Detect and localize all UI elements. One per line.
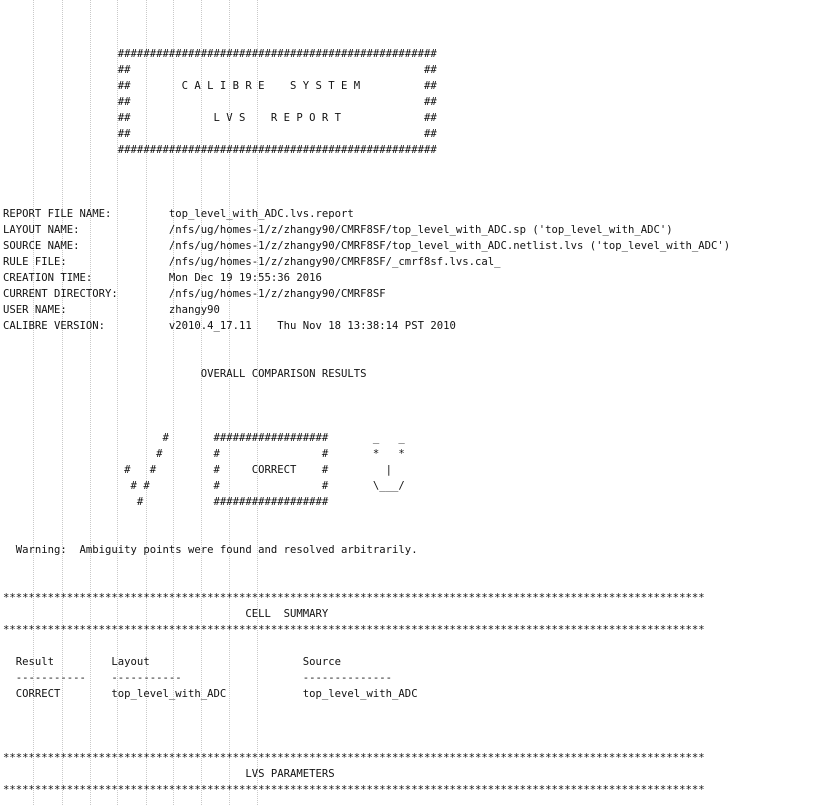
correct-box-art: # ################## _ _ [3,432,405,444]
layout-name-row: LAYOUT NAME: /nfs/ug/homes-1/z/zhangy90/CMRF8SF/top_level_with_ADC.sp ('top_level_with_ADC') [3,224,673,236]
banner-line: ## ## [3,128,437,140]
report-line [3,158,730,174]
report-line [3,702,730,718]
banner-line: ## ## [3,96,437,108]
warning-message: Warning: Ambiguity points were found and resolved arbitrarily. [3,544,418,556]
lvs-report-text [3,0,730,798]
correct-box-art: # # # # \___/ [3,480,405,492]
report-line [3,558,730,574]
rule-file-row: RULE FILE: /nfs/ug/homes-1/z/zhangy90/CMRF8SF/_cmrf8sf.lvs.cal_ [3,256,501,268]
report-line [3,510,730,526]
report-line [3,526,730,542]
report-line [3,350,730,366]
report-line [3,398,730,414]
calibre-version-row: CALIBRE VERSION: v2010.4_17.11 Thu Nov 18 13:38:14 PST 2010 [3,320,456,332]
report-line [3,382,730,398]
cell-summary-header-row: Result Layout Source [3,656,342,668]
section-divider: ************************************************************************************************************** [3,624,705,636]
banner-border-top: ################################################## [3,48,437,60]
current-directory-row: CURRENT DIRECTORY: /nfs/ug/homes-1/z/zhangy90/CMRF8SF [3,288,386,300]
cell-summary-underline-row: ----------- ----------- -------------- [3,672,393,684]
cell-summary-data-row: CORRECT top_level_with_ADC top_level_with_ADC [3,688,418,700]
report-line [3,174,730,190]
correct-box-art: # # # * * [3,448,405,460]
source-name-row: SOURCE NAME: /nfs/ug/homes-1/z/zhangy90/CMRF8SF/top_level_with_ADC.netlist.lvs ('top_level_with_ADC') [3,240,731,252]
creation-time-row: CREATION TIME: Mon Dec 19 19:55:36 2016 [3,272,322,284]
user-name-row: USER NAME: zhangy90 [3,304,220,316]
lvs-parameters-heading: LVS PARAMETERS [3,768,335,780]
report-line [3,0,730,14]
report-line [3,30,730,46]
correct-box-art: # ################## [3,496,329,508]
report-line [3,734,730,750]
report-line [3,414,730,430]
cell-summary-heading: CELL SUMMARY [3,608,329,620]
report-line [3,190,730,206]
correct-status-line: # # # CORRECT # | [3,464,393,476]
report-line [3,334,730,350]
section-divider: ************************************************************************************************************** [3,784,705,796]
report-file-name-row: REPORT FILE NAME: top_level_with_ADC.lvs.report [3,208,354,220]
banner-border-bottom: ################################################## [3,144,437,156]
report-line [3,638,730,654]
banner-title: ## C A L I B R E S Y S T E M ## [3,80,437,92]
banner-line: ## ## [3,64,437,76]
section-divider: ************************************************************************************************************** [3,592,705,604]
report-line [3,574,730,590]
report-line [3,718,730,734]
report-line [3,14,730,30]
banner-subtitle: ## L V S R E P O R T ## [3,112,437,124]
section-divider: ************************************************************************************************************** [3,752,705,764]
overall-results-heading: OVERALL COMPARISON RESULTS [3,368,367,380]
